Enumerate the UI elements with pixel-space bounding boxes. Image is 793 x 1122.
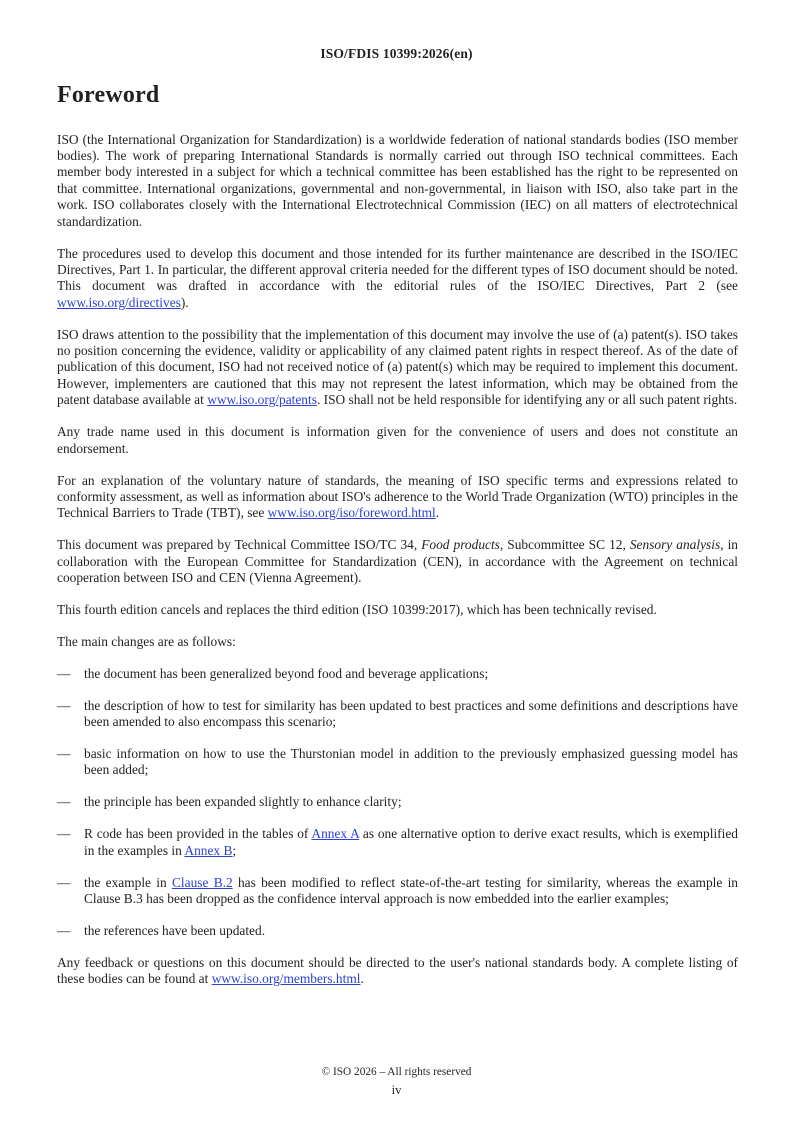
- feedback-text-before: Any feedback or questions on this document should be directed to the user's national standards body. A complete listing of these bodies can be found at: [57, 954, 738, 987]
- em-dash-bullet-icon: —: [57, 794, 71, 810]
- committee-title-food-products: Food products: [421, 537, 500, 553]
- link-annex-a[interactable]: Annex A: [311, 826, 360, 842]
- paragraph-edition-replacement: This fourth edition cancels and replaces the third edition (ISO 10399:2017), which has been technically revised.: [57, 601, 657, 617]
- list-item: [57, 666, 738, 682]
- em-dash-bullet-icon: —: [57, 665, 71, 681]
- list-item: [57, 794, 738, 810]
- em-dash-bullet-icon: —: [57, 922, 71, 938]
- page-title: Foreword: [57, 82, 160, 108]
- list-item-text: the document has been generalized beyond food and beverage applications;: [84, 665, 489, 681]
- paragraph-voluntary-text-after: .: [435, 505, 440, 521]
- link-annex-b[interactable]: Annex B: [184, 842, 233, 858]
- link-clause-b2[interactable]: Clause B.2: [171, 874, 233, 890]
- list-item: [57, 746, 738, 779]
- em-dash-bullet-icon: —: [57, 745, 71, 761]
- main-changes-list: [57, 666, 738, 939]
- paragraph-procedures: [57, 246, 738, 312]
- paragraph-voluntary-nature: [57, 473, 738, 522]
- paragraph-feedback: [57, 955, 738, 988]
- committee-text-1: This document was prepared by Technical Committee ISO/TC 34,: [57, 537, 422, 553]
- paragraph-patents: [57, 327, 738, 409]
- paragraph-procedures-text-after: ).: [180, 294, 189, 310]
- paragraph-trade-name: Any trade name used in this document is information given for the convenience of users and does not constitute an endorsement.: [57, 424, 738, 456]
- em-dash-bullet-icon: —: [57, 874, 71, 890]
- link-iso-foreword[interactable]: www.iso.org/iso/foreword.html: [267, 505, 436, 521]
- list-item: [57, 698, 738, 731]
- list-item-text-middle: as one alternative option to derive exact results, which is exemplified in the examples in: [84, 826, 738, 858]
- link-iso-members[interactable]: www.iso.org/members.html: [211, 971, 361, 987]
- list-item: [57, 875, 738, 908]
- committee-text-3: , in collaboration with the European Committee for Standardization (CEN), in accordance with the Agreement on technical cooperation between ISO and CEN (Vienna Agreement).: [57, 537, 738, 586]
- paragraph-main-changes-intro: The main changes are as follows:: [57, 633, 236, 649]
- list-item-text: the principle has been expanded slightly to enhance clarity;: [84, 794, 402, 810]
- paragraph-patents-text-after: . ISO shall not be held responsible for identifying any or all such patent rights.: [316, 392, 738, 408]
- paragraph-procedures-text-before: The procedures used to develop this document and those intended for its further maintenance are described in the ISO/IEC Directives, Part 1. In particular, the different approval criteria needed for the different types of ISO document should be noted. This document was drafted in accordance with the editorial rules of the ISO/IEC Directives, Part 2 (see: [57, 245, 738, 294]
- paragraph-patents-text-before: ISO draws attention to the possibility that the implementation of this document may involve the use of (a) patent(s). ISO takes no position concerning the evidence, validity or applicability of any claimed patent rights in respect thereof. As of the date of publication of this document, ISO had not received notice of (a) patent(s) which may be required to implement this document. However, implementers are cautioned that this may not represent the latest information, which may be obtained from the patent database available at: [57, 326, 738, 408]
- footer-copyright: © ISO 2026 – All rights reserved: [321, 1066, 472, 1078]
- committee-title-sensory-analysis: Sensory analysis: [629, 537, 721, 553]
- list-item: [57, 826, 738, 859]
- feedback-text-after: .: [360, 971, 364, 987]
- link-iso-patents[interactable]: www.iso.org/patents: [207, 392, 317, 408]
- list-item-text-before: R code has been provided in the tables of: [84, 826, 312, 842]
- em-dash-bullet-icon: —: [57, 697, 71, 713]
- list-item: [57, 923, 738, 939]
- list-item-text: the description of how to test for similarity has been updated to best practices and some definitions and descriptions have been amended to also encompass this scenario;: [84, 697, 738, 730]
- list-item-text: basic information on how to use the Thurstonian model in addition to the previously emphasized guessing model has been added;: [84, 745, 738, 778]
- list-item-text-before: the example in: [84, 874, 172, 890]
- paragraph-iso-description: ISO (the International Organization for Standardization) is a worldwide federation of national standards bodies (ISO member bodies). The work of preparing International Standards is normally carried out through ISO technical committees. Each member body interested in a subject for which a technical committee has been established has the right to be represented on that committee. International organizations, governmental and non-governmental, in liaison with ISO, also take part in the work. ISO collaborates closely with the International Electrotechnical Commission (IEC) on all matters of electrotechnical standardization.: [57, 131, 738, 229]
- list-item-text: the references have been updated.: [84, 922, 266, 938]
- footer-page-number: iv: [391, 1083, 402, 1097]
- committee-text-2: , Subcommittee SC 12,: [499, 537, 630, 553]
- link-iso-directives[interactable]: www.iso.org/directives: [57, 294, 181, 310]
- list-item-text-after: ;: [232, 842, 237, 858]
- paragraph-committee: [57, 537, 738, 586]
- list-item-text-after: has been modified to reflect state-of-the-art testing for similarity, whereas the example in Clause B.3 has been dropped as the confidence interval approach is now embedded into the earlier examples;: [84, 874, 738, 906]
- document-header-reference: ISO/FDIS 10399:2026(en): [320, 46, 473, 61]
- document-content: [57, 82, 738, 1003]
- em-dash-bullet-icon: —: [57, 826, 71, 842]
- paragraph-voluntary-text-before: For an explanation of the voluntary nature of standards, the meaning of ISO specific terms and expressions related to conformity assessment, as well as information about ISO's adherence to the World Trade Organization (WTO) principles in the Technical Barriers to Trade (TBT), see: [57, 472, 738, 521]
